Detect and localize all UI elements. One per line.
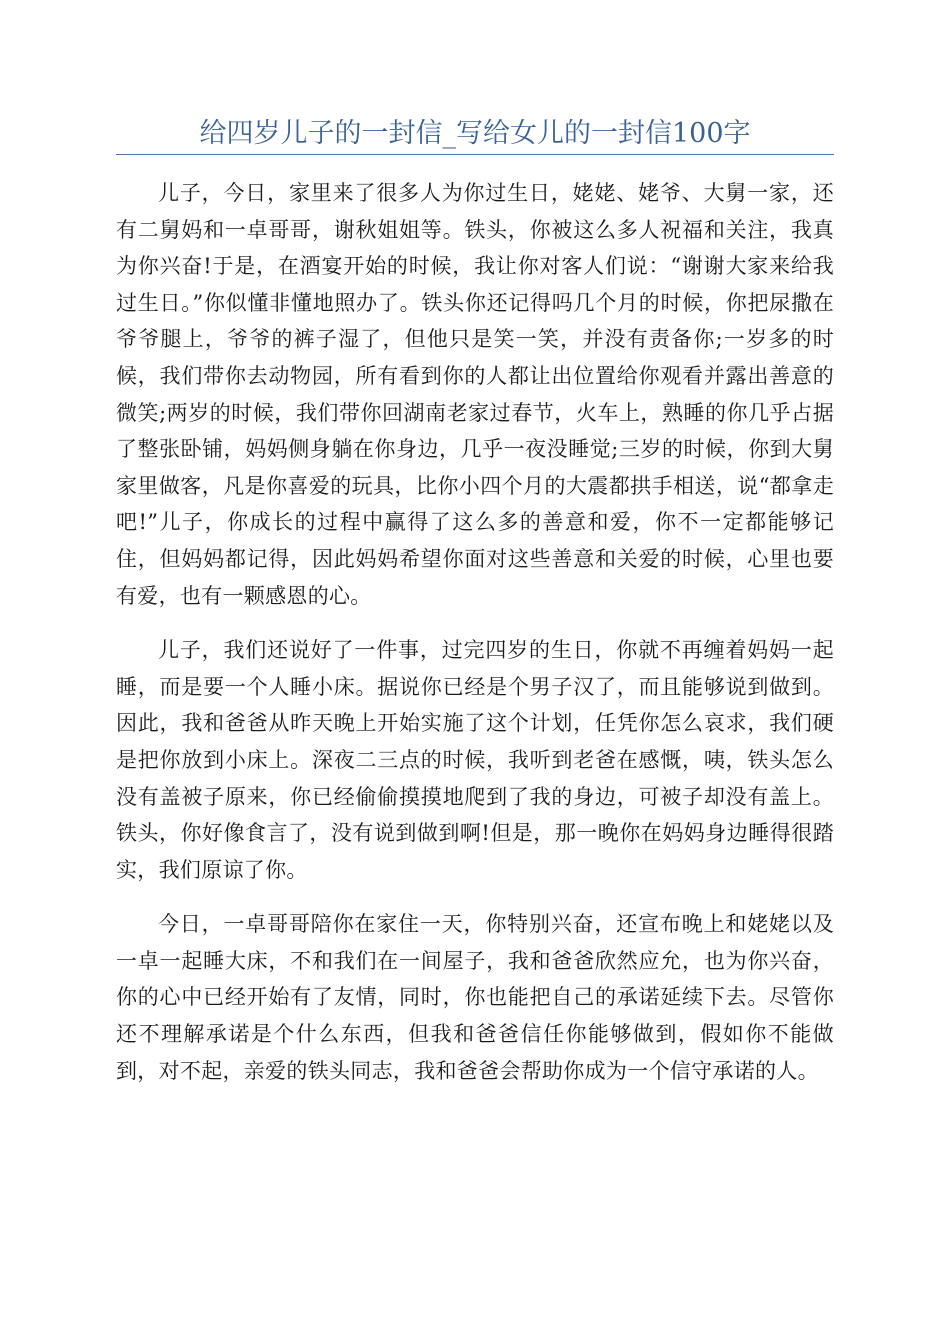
document-page [116,0,834,1107]
paragraph-3: 今日，一卓哥哥陪你在家住一天，你特别兴奋，还宣布晚上和姥姥以及一卓一起睡大床，不和我们在一间屋子，我和爸爸欣然应允，也为你兴奋，你的心中已经开始有了友情，同时，你也能把自己的承诺延续下去。尽管你还不理解承诺是个什么东西，但我和爸爸信任你能够做到，假如你不能做到，对不起，亲爱的铁头同志，我和爸爸会帮助你成为一个信守承诺的人。 [116,912,834,1083]
paragraph-1: 儿子，今日，家里来了很多人为你过生日，姥姥、姥爷、大舅一家，还有二舅妈和一卓哥哥，谢秋姐姐等。铁头，你被这么多人祝福和关注，我真为你兴奋!于是，在酒宴开始的时候，我让你对客人们说：“谢谢大家来给我过生日。”你似懂非懂地照办了。铁头你还记得吗几个月的时候，你把尿撒在爷爷腿上，爷爷的裤子湿了，但他只是笑一笑，并没有责备你;一岁多的时候，我们带你去动物园，所有看到你的人都让出位置给你观看并露出善意的微笑;两岁的时候，我们带你回湖南老家过春节，火车上，熟睡的你几乎占据了整张卧铺，妈妈侧身躺在你身边，几乎一夜没睡觉;三岁的时候，你到大舅家里做客，凡是你喜爱的玩具，比你小四个月的大震都拱手相送，说“都拿走吧!”儿子，你成长的过程中赢得了这么多的善意和爱，你不一定都能够记住，但妈妈都记得，因此妈妈希望你面对这些善意和关爱的时候，心里也要有爱，也有一颗感恩的心。 [116,181,834,608]
document-body [116,175,834,1089]
title-underline [116,154,834,155]
paragraph-2: 儿子，我们还说好了一件事，过完四岁的生日，你就不再缠着妈妈一起睡，而是要一个人睡小床。据说你已经是个男子汉了，而且能够说到做到。因此，我和爸爸从昨天晚上开始实施了这个计划，任凭你怎么哀求，我们硬是把你放到小床上。深夜二三点的时候，我听到老爸在感慨，咦，铁头怎么没有盖被子原来，你已经偷偷摸摸地爬到了我的身边，可被子却没有盖上。铁头，你好像食言了，没有说到做到啊!但是，那一晚你在妈妈身边睡得很踏实，我们原谅了你。 [116,638,834,882]
document-title: 给四岁儿子的一封信_写给女儿的一封信100字 [199,118,751,149]
